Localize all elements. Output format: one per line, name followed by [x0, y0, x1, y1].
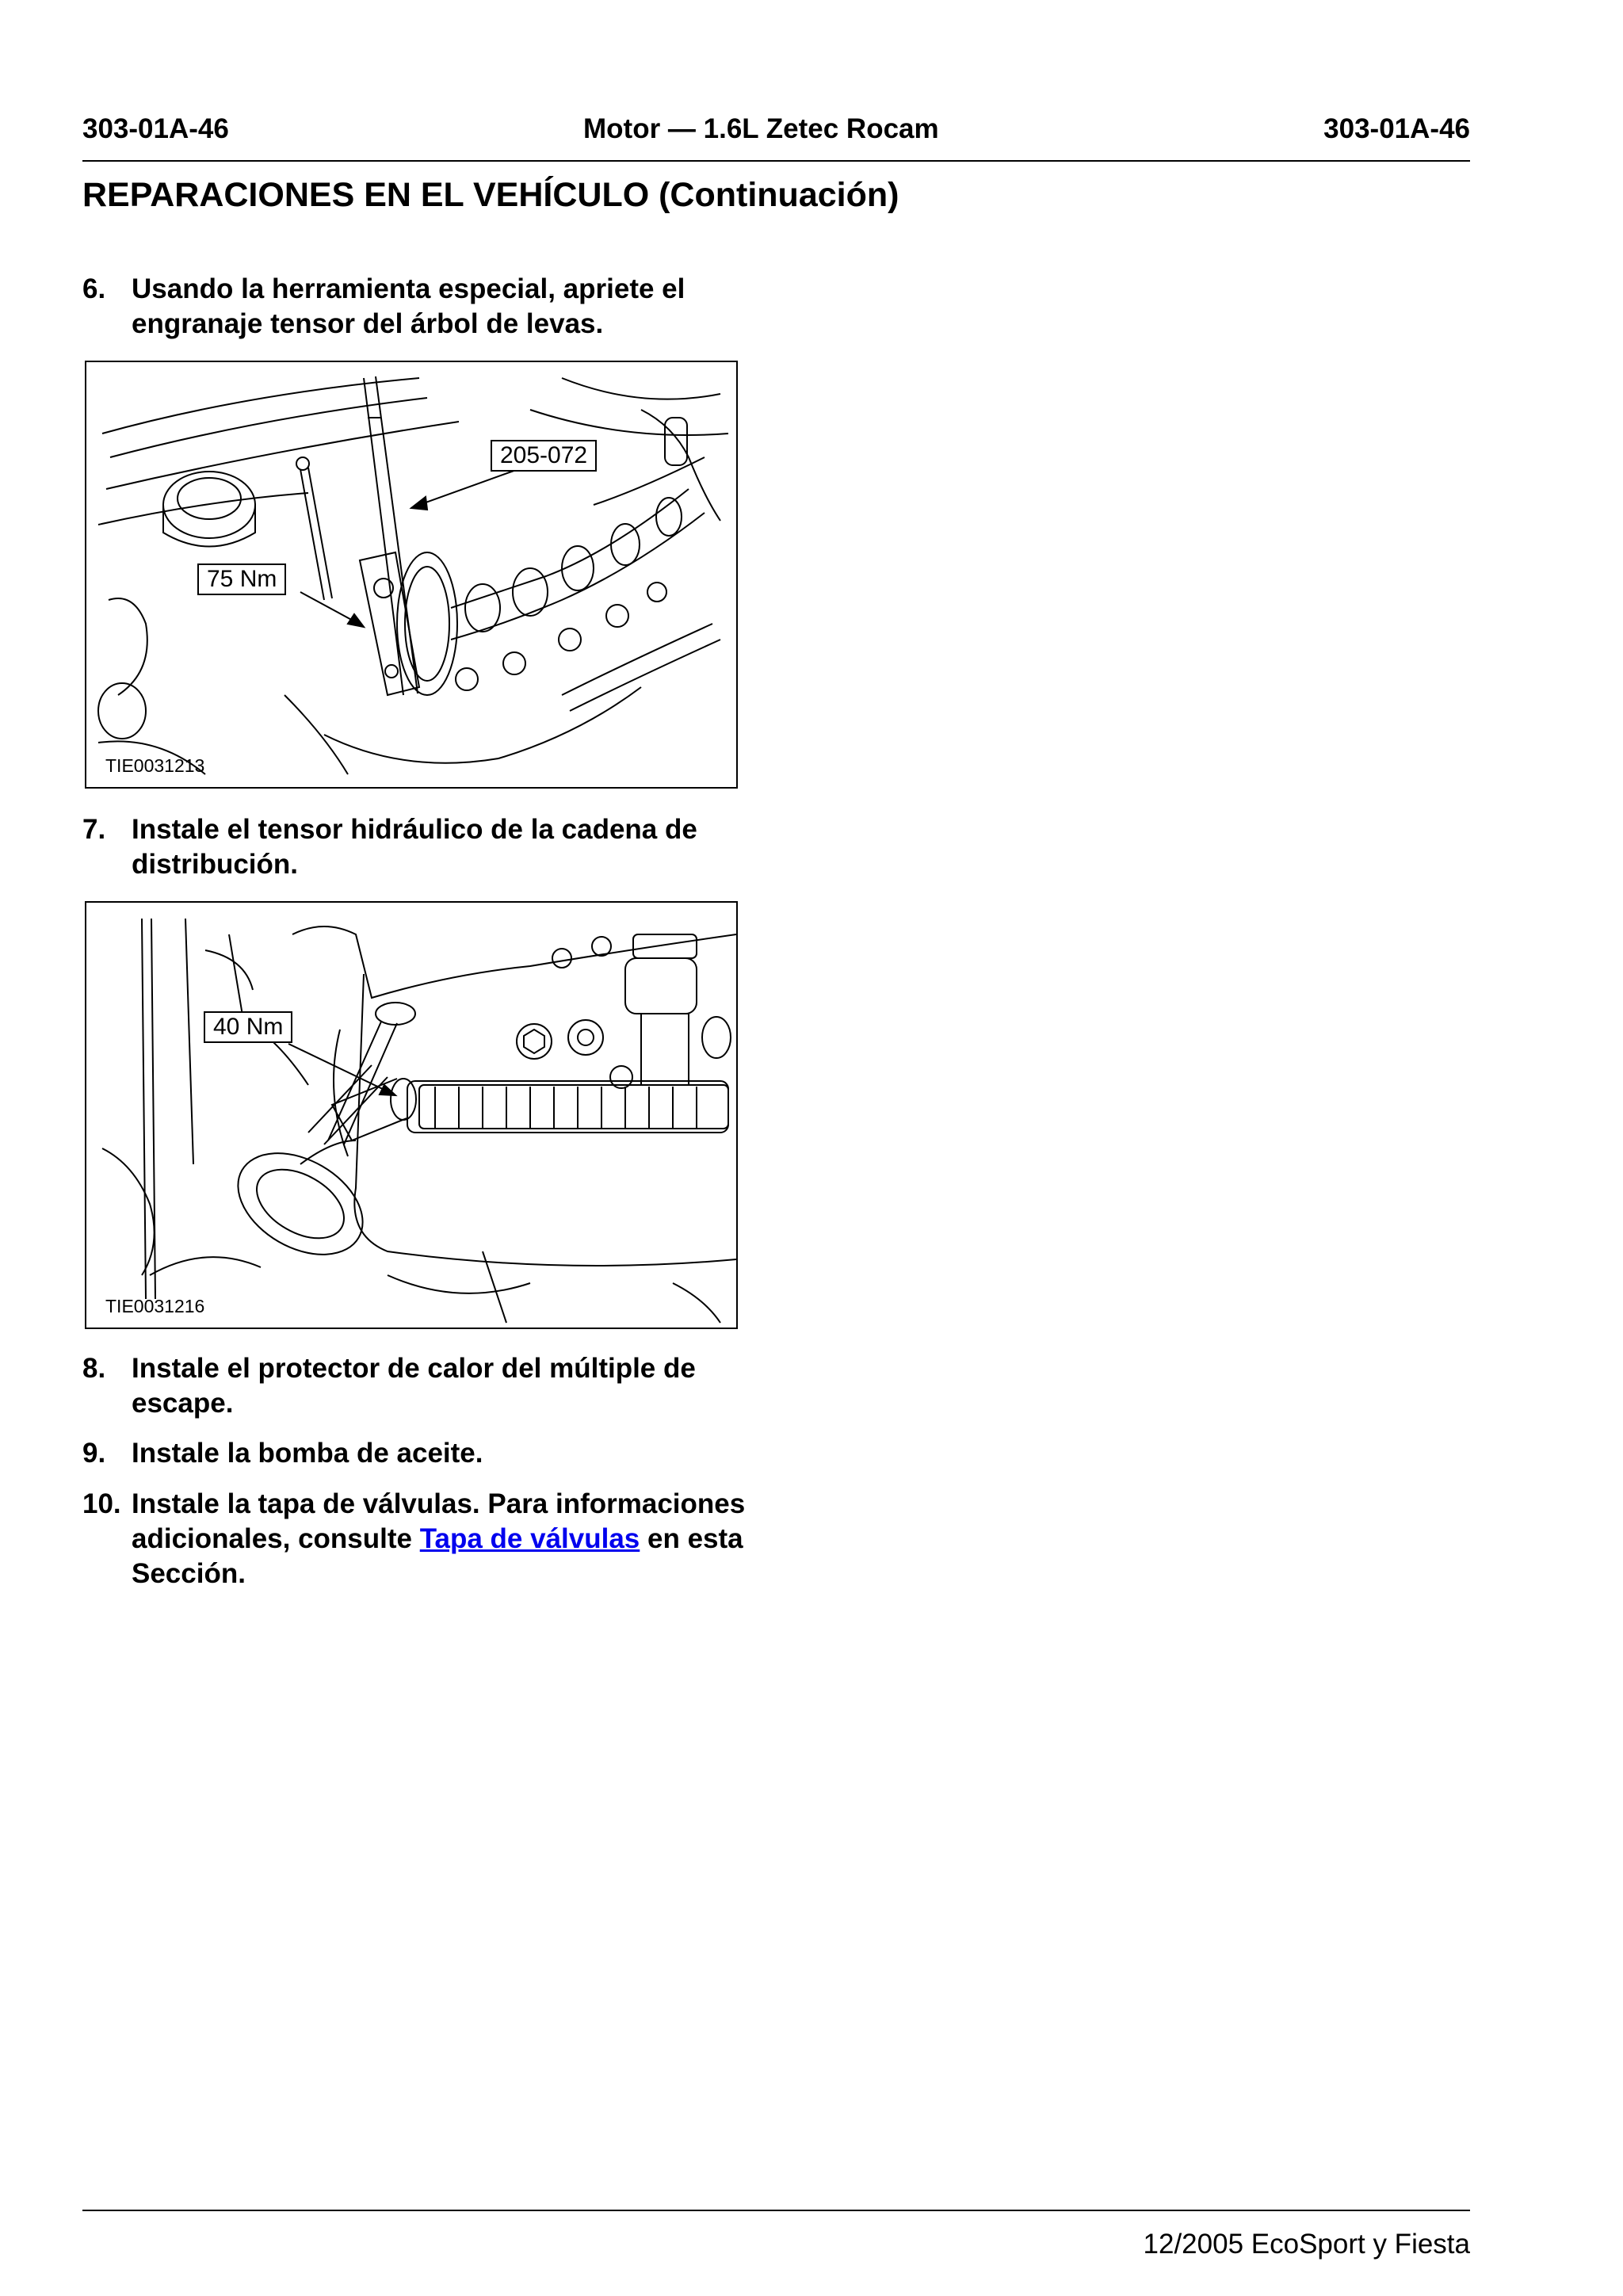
- step-text: Instale el protector de calor del múltiple de escape.: [132, 1353, 696, 1419]
- step-6: [82, 272, 748, 343]
- tool-number-callout: 205-072: [491, 440, 597, 472]
- step-7: [82, 812, 748, 884]
- valve-cover-link[interactable]: Tapa de válvulas: [419, 1523, 640, 1554]
- step-number: 6.: [82, 273, 106, 304]
- step-text: Usando la herramienta especial, apriete el engranaje tensor del árbol de levas.: [132, 273, 685, 339]
- step-number: 7.: [82, 814, 106, 845]
- step-text: [132, 1487, 773, 1591]
- step-text-after: en esta Sección.: [132, 1523, 743, 1589]
- figure-hydraulic-tensor: [85, 901, 738, 1329]
- section-title: REPARACIONES EN EL VEHÍCULO (Continuación): [82, 176, 899, 214]
- step-number: 9.: [82, 1438, 106, 1469]
- header-rule: [82, 160, 1470, 162]
- step-text-before: Instale la tapa de válvulas. Para informaciones adicionales, consulte: [132, 1488, 746, 1554]
- step-10: [82, 1487, 748, 1591]
- page-number-left: 303-01A-46: [82, 113, 229, 144]
- step-number: 10.: [82, 1488, 121, 1519]
- step-text: Instale la bomba de aceite.: [132, 1438, 483, 1469]
- figure-id: TIE0031216: [105, 1296, 205, 1316]
- figure-id: TIE0031213: [105, 755, 205, 776]
- step-9: [82, 1436, 748, 1471]
- footer-rule: [82, 2210, 1470, 2211]
- torque-callout: 40 Nm: [204, 1011, 292, 1043]
- step-8: [82, 1351, 748, 1423]
- figure-camshaft-tensor: [85, 361, 738, 789]
- engine-illustration-1: [86, 362, 738, 789]
- running-title: Motor — 1.6L Zetec Rocam: [583, 113, 939, 144]
- step-text: Instale el tensor hidráulico de la cadena de distribución.: [132, 814, 697, 880]
- page-number-right: 303-01A-46: [1323, 113, 1470, 144]
- footer-edition: 12/2005 EcoSport y Fiesta: [1143, 2229, 1470, 2260]
- step-number: 8.: [82, 1353, 106, 1384]
- engine-illustration-2: [86, 903, 738, 1329]
- torque-callout: 75 Nm: [197, 563, 286, 595]
